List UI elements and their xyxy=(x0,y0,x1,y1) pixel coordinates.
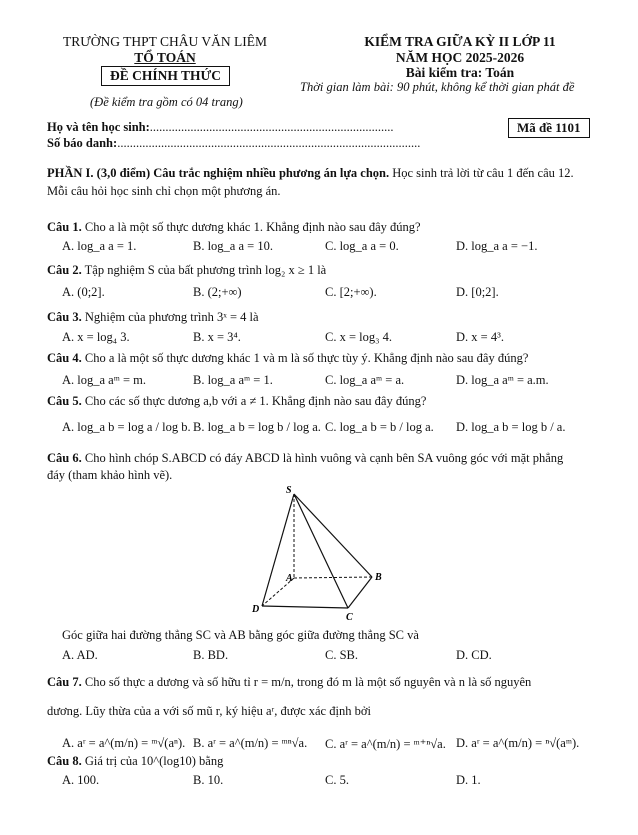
edge-dc xyxy=(262,606,348,608)
q5-option-b[interactable]: B. log_a b = log b / log a. xyxy=(193,420,321,434)
q7-option-b[interactable]: B. aʳ = a^(m/n) = ᵐⁿ√a. xyxy=(193,736,308,750)
question-6-text-2: đáy (tham khảo hình vẽ). xyxy=(47,468,173,482)
question-7 xyxy=(47,675,531,690)
q5-option-c[interactable]: C. log_a b = b / log a. xyxy=(325,420,434,434)
student-id-row xyxy=(47,136,420,151)
part1-instruction-2: Mỗi câu hỏi học sinh chỉ chọn một phương án. xyxy=(47,184,281,198)
q1-option-c[interactable]: C. log_a a = 0. xyxy=(325,239,399,253)
part1-heading xyxy=(47,166,574,181)
question-4 xyxy=(47,351,528,366)
question-text: Cho số thực a dương và số hữu tỉ r = m/n, trong đó m là một số nguyên và n là số nguyên xyxy=(81,675,532,689)
question-label: Câu 2. xyxy=(47,263,82,277)
q2-option-c[interactable]: C. [2;+∞). xyxy=(325,285,377,299)
question-7-text-2: dương. Lũy thừa của a với số mũ r, ký hiệu aʳ, được xác định bởi xyxy=(47,704,371,718)
school-year: NĂM HỌC 2025-2026 xyxy=(395,50,525,65)
school-name: TRƯỜNG THPT CHÂU VĂN LIÊM xyxy=(63,34,267,49)
student-name-row xyxy=(47,120,394,135)
q3-option-d[interactable]: D. x = 4³. xyxy=(456,330,504,344)
question-text: Giá trị của 10^(log10) bằng xyxy=(81,754,224,768)
question-label: Câu 4. xyxy=(47,351,82,365)
label-d: D xyxy=(252,604,260,615)
question-text: Tập nghiệm S của bất phương trình log₂ x ≥ 1 là xyxy=(81,263,327,277)
q6-option-c[interactable]: C. SB. xyxy=(325,648,359,662)
question-label: Câu 6. xyxy=(47,451,82,465)
q8-option-c[interactable]: C. 5. xyxy=(325,773,349,787)
q8-option-b[interactable]: B. 10. xyxy=(193,773,224,787)
exam-title: KIỂM TRA GIỮA KỲ II LỚP 11 xyxy=(364,34,556,49)
edge-sb xyxy=(294,494,372,577)
pyramid-figure xyxy=(250,482,390,622)
q3-option-b[interactable]: B. x = 3⁴. xyxy=(193,330,241,344)
q2-option-d[interactable]: D. [0;2]. xyxy=(456,285,499,299)
q5-option-d[interactable]: D. log_a b = log b / a. xyxy=(456,420,566,434)
question-label: Câu 7. xyxy=(47,675,82,689)
q6-option-d[interactable]: D. CD. xyxy=(456,648,492,662)
edge-sc xyxy=(294,494,348,608)
edge-sd xyxy=(262,494,294,606)
part1-instruction: Học sinh trả lời từ câu 1 đến câu 12. xyxy=(389,166,574,180)
question-text: Cho a là một số thực dương khác 1. Khẳng định nào sau đây đúng? xyxy=(81,220,421,234)
label-s: S xyxy=(286,485,292,496)
q7-option-a[interactable]: A. aʳ = a^(m/n) = ᵐ√(aⁿ). xyxy=(62,736,186,750)
official-badge: ĐỀ CHÍNH THỨC xyxy=(101,66,230,86)
question-6-text-3: Góc giữa hai đường thẳng SC và AB bằng góc giữa đường thẳng SC và xyxy=(62,628,419,642)
question-5 xyxy=(47,394,426,409)
q2-option-a[interactable]: A. (0;2]. xyxy=(62,285,105,299)
pages-note: (Đề kiểm tra gồm có 04 trang) xyxy=(90,95,243,109)
question-2 xyxy=(47,263,326,278)
student-id-dots: ................................................................................................. xyxy=(117,136,421,150)
q1-option-d[interactable]: D. log_a a = −1. xyxy=(456,239,538,253)
q1-option-b[interactable]: B. log_a a = 10. xyxy=(193,239,273,253)
question-label: Câu 3. xyxy=(47,310,82,324)
exam-code: Mã đề 1101 xyxy=(508,118,590,138)
question-3 xyxy=(47,310,259,325)
q4-option-d[interactable]: D. log_a aᵐ = a.m. xyxy=(456,373,549,387)
subject-line: Bài kiểm tra: Toán xyxy=(405,65,515,80)
question-6 xyxy=(47,451,563,466)
question-text: Cho hình chóp S.ABCD có đáy ABCD là hình vuông và cạnh bên SA vuông góc với mặt phẳng xyxy=(81,451,564,465)
q2-option-b[interactable]: B. (2;+∞) xyxy=(193,285,242,299)
question-8 xyxy=(47,754,223,769)
q4-option-b[interactable]: B. log_a aᵐ = 1. xyxy=(193,373,273,387)
question-text: Nghiệm của phương trình 3ˣ = 4 là xyxy=(81,310,259,324)
student-name-dots: .............................................................................. xyxy=(149,120,394,134)
q4-option-a[interactable]: A. log_a aᵐ = m. xyxy=(62,373,146,387)
edge-cb xyxy=(348,577,372,608)
q5-option-a[interactable]: A. log_a b = log a / log b. xyxy=(62,420,191,434)
label-c: C xyxy=(346,612,353,622)
part1-title: PHẦN I. (3,0 điểm) Câu trắc nghiệm nhiều phương án lựa chọn. xyxy=(47,166,390,180)
q4-option-c[interactable]: C. log_a aᵐ = a. xyxy=(325,373,405,387)
question-1 xyxy=(47,220,421,235)
q6-option-b[interactable]: B. BD. xyxy=(193,648,229,662)
question-label: Câu 5. xyxy=(47,394,82,408)
question-text: Cho các số thực dương a,b với a ≠ 1. Khẳng định nào sau đây đúng? xyxy=(81,394,427,408)
student-id-label: Số báo danh: xyxy=(47,136,118,150)
q8-option-a[interactable]: A. 100. xyxy=(62,773,100,787)
question-text: Cho a là một số thực dương khác 1 và m là số thực tùy ý. Khẳng định nào sau đây đúng? xyxy=(81,351,529,365)
question-label: Câu 8. xyxy=(47,754,82,768)
q3-option-a[interactable]: A. x = log₄ 3. xyxy=(62,330,130,344)
q1-option-a[interactable]: A. log_a a = 1. xyxy=(62,239,137,253)
q6-option-a[interactable]: A. AD. xyxy=(62,648,98,662)
q7-option-d[interactable]: D. aʳ = a^(m/n) = ⁿ√(aᵐ). xyxy=(456,736,580,750)
label-a: A xyxy=(286,573,293,584)
q3-option-c[interactable]: C. x = log₃ 4. xyxy=(325,330,392,344)
student-name-label: Họ và tên học sinh: xyxy=(47,120,150,134)
time-line: Thời gian làm bài: 90 phút, không kể thời gian phát đề xyxy=(300,80,575,94)
department-name: TỔ TOÁN xyxy=(134,50,196,65)
question-label: Câu 1. xyxy=(47,220,82,234)
q7-option-c[interactable]: C. aʳ = a^(m/n) = ᵐ⁺ⁿ√a. xyxy=(325,737,446,751)
q8-option-d[interactable]: D. 1. xyxy=(456,773,481,787)
label-b: B xyxy=(375,572,382,583)
